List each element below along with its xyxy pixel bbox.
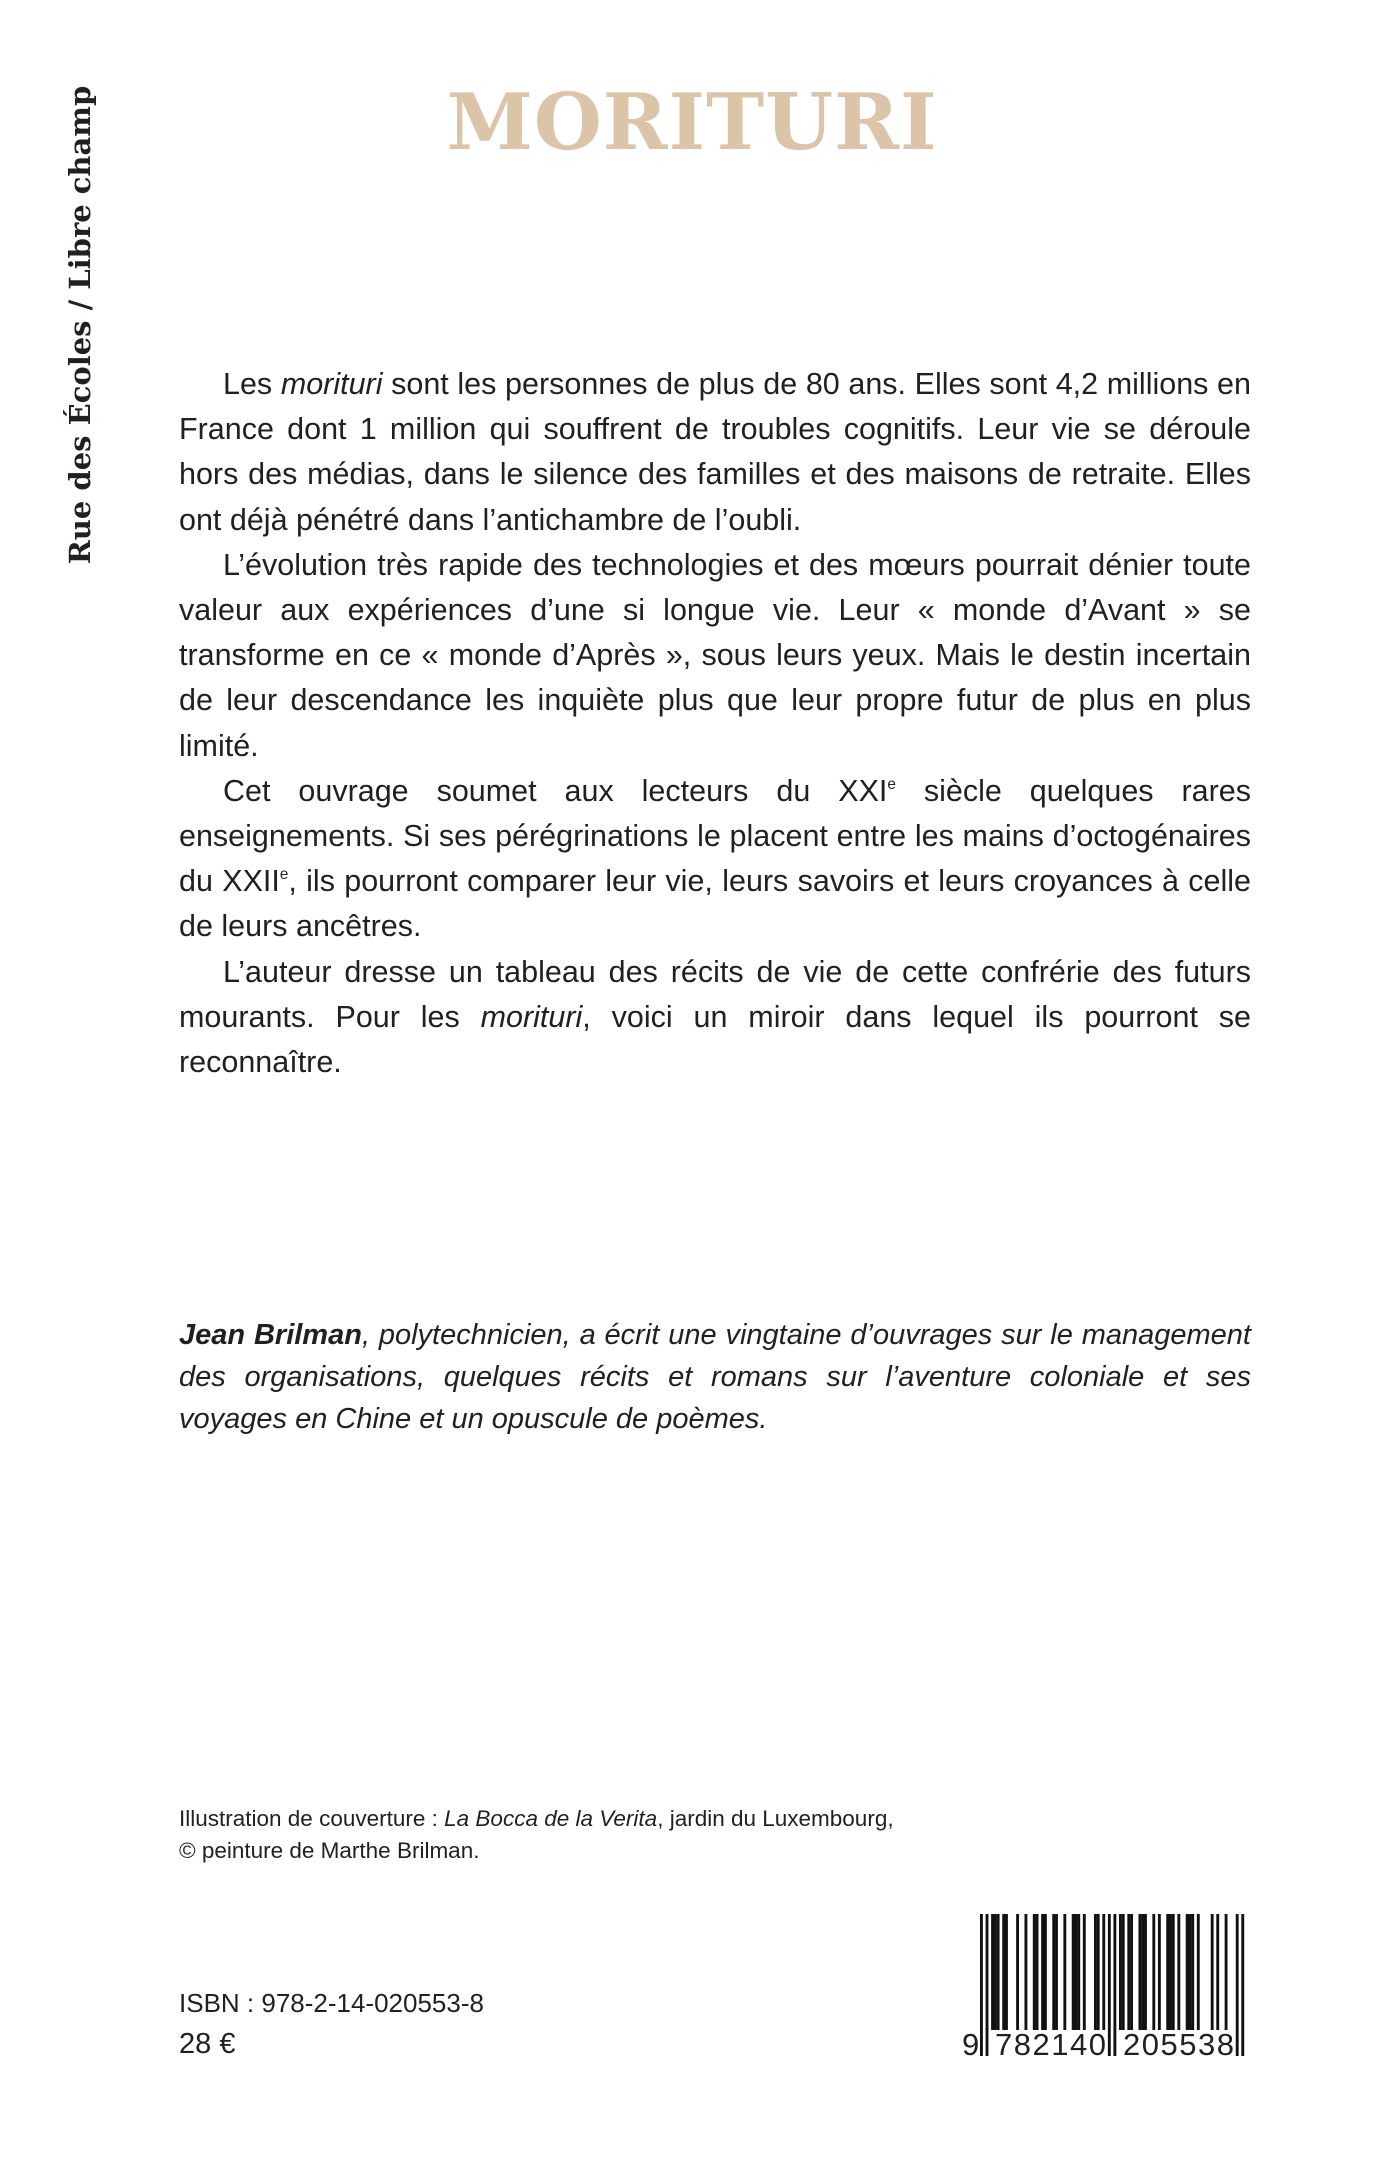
author-name: Jean Brilman [179, 1319, 362, 1351]
barcode-bar [1024, 1914, 1027, 2030]
cover-credit [179, 1803, 894, 1867]
italic-text: morituri [480, 999, 583, 1034]
text-segment: , ils pourront comparer leur vie, leurs savoirs et leurs croyances à celle de leurs ancêtres. [179, 864, 1251, 944]
barcode-bar [1166, 1914, 1169, 2030]
barcode-bar [1113, 1914, 1116, 2056]
credit-line2: © peinture de Marthe Brilman. [179, 1838, 480, 1863]
text-segment: siècle quelques rares enseignements. Si ses pérégrinations le placent entre les mains d’octogénaires du XXII [179, 773, 1251, 899]
barcode-bar [1075, 1914, 1078, 2030]
barcode-bar [1138, 1914, 1141, 2030]
barcode-bar [1186, 1914, 1189, 2030]
blurb-paragraph [179, 950, 1251, 1086]
barcode-bar [1152, 1914, 1155, 2030]
barcode-bar [1044, 1914, 1047, 2030]
author-bio-text: , polytechnicien, a écrit une vingtaine d’ouvrages sur le management des organisations, quelques récits et romans sur l’aventure coloniale et ses voyages en Chine et un opuscule de poèmes. [179, 1319, 1251, 1435]
price: 28 € [179, 2028, 236, 2060]
barcode-bar [1197, 1914, 1200, 2030]
barcode-bar [1225, 1914, 1228, 2030]
author-bio [179, 1314, 1251, 1440]
spine-collection-label: Rue des Écoles / Libre champ [63, 85, 97, 565]
barcode-bar [1041, 1914, 1044, 2030]
blurb-paragraph [179, 769, 1251, 950]
credit-suffix: , jardin du Luxembourg, [657, 1806, 894, 1831]
barcode-bar [1102, 1914, 1105, 2030]
credit-prefix: Illustration de couverture : [179, 1806, 445, 1831]
barcode-bar [1169, 1914, 1172, 2030]
text-segment: sont les personnes de plus de 80 ans. Elles sont 4,2 millions en France dont 1 million qui souffrent de troubles cognitifs. Leur vie se déroule hors des médias, dans le silence des familles et des maisons de retraite. Elles ont déjà pénétré dans l’antichambre de l’oubli. [179, 367, 1251, 537]
barcode-bar [1211, 1914, 1214, 2030]
text-segment: L’auteur dresse un tableau des récits de vie de cette confrérie des futurs mourants. Pour les [179, 954, 1251, 1034]
barcode-bar [994, 1914, 997, 2030]
barcode-left-digits: 782140 [995, 2027, 1108, 2062]
superscript: e [279, 866, 289, 884]
barcode-right-digits: 205538 [1123, 2027, 1236, 2062]
barcode-bar [1077, 1914, 1080, 2030]
barcode-bar [1158, 1914, 1161, 2030]
text-segment: Les [223, 367, 281, 401]
blurb-paragraph [179, 543, 1251, 769]
barcode-bar [1055, 1914, 1058, 2030]
barcode-bar [1094, 1914, 1097, 2030]
barcode-bar [1141, 1914, 1144, 2030]
barcode-bar [1130, 1914, 1133, 2030]
barcode-bar [1063, 1914, 1066, 2030]
barcode-bar [1072, 1914, 1075, 2030]
barcode-first-digit: 9 [962, 2027, 980, 2062]
barcode-bar [1005, 1914, 1008, 2030]
barcode-bar [1016, 1914, 1019, 2030]
barcode-bar [1097, 1914, 1100, 2030]
text-segment: L’évolution très rapide des technologies et des mœurs pourrait dénier toute valeur aux expériences d’une si longue vie. Leur « monde d’Avant » se transforme en ce « monde d’Après », sous leurs yeux. Mais le destin incertain de leur descendance les inquiète plus que leur propre futur de plus en plus limité. [179, 547, 1251, 763]
barcode-bar [1189, 1914, 1192, 2030]
barcode-bar [1122, 1914, 1125, 2030]
barcode-bar [1172, 1914, 1175, 2030]
barcode-bar [1119, 1914, 1122, 2030]
barcode-bar [1177, 1914, 1180, 2030]
barcode-bar [1241, 1914, 1244, 2056]
barcode-bar [1191, 1914, 1194, 2030]
barcode-bar [997, 1914, 1000, 2030]
barcode-bar [1002, 1914, 1005, 2030]
barcode-bar [991, 1914, 994, 2030]
barcode-bar [1052, 1914, 1055, 2030]
barcode-bar [1036, 1914, 1039, 2030]
text-segment: , voici un miroir dans lequel ils pourront se reconnaître. [179, 999, 1251, 1080]
barcode-bar [1236, 1914, 1239, 2056]
book-title: MORITURI [446, 77, 938, 168]
barcode-bar [1216, 1914, 1219, 2030]
barcode-bar [1108, 1914, 1111, 2056]
text-segment: Cet ouvrage soumet aux lecteurs du XXI [223, 773, 888, 808]
isbn: ISBN : 978-2-14-020553-8 [179, 1988, 484, 2018]
superscript: e [887, 775, 896, 793]
blurb-paragraph [179, 362, 1251, 543]
barcode-bar [986, 1914, 989, 2056]
barcode-bar [1083, 1914, 1086, 2030]
barcode-bar [1033, 1914, 1036, 2030]
credit-artwork: La Bocca de la Verita [444, 1806, 658, 1831]
italic-text: morituri [280, 367, 383, 401]
barcode-bar [1144, 1914, 1147, 2030]
blurb [179, 362, 1251, 1085]
barcode-bar [1127, 1914, 1130, 2030]
barcode-bar [980, 1914, 983, 2056]
